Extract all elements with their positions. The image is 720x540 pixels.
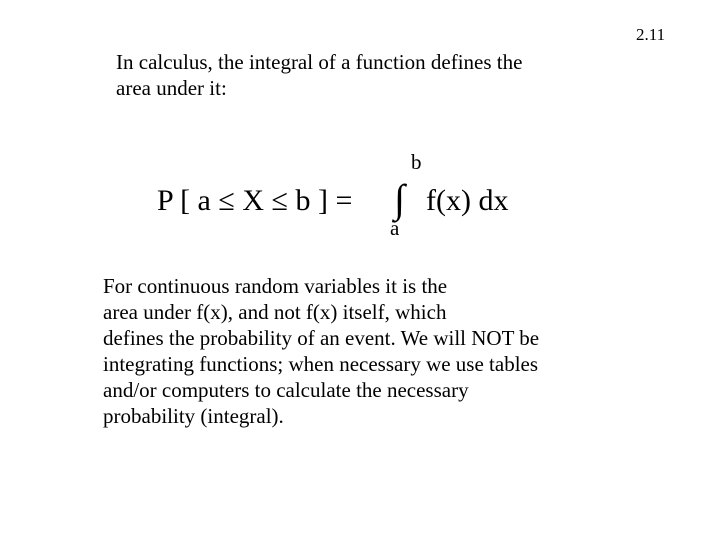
formula-lhs: P [ a ≤ X ≤ b ] = — [157, 184, 353, 217]
body-paragraph — [103, 273, 643, 429]
body-line: and/or computers to calculate the necessary — [103, 378, 469, 402]
body-line: probability (integral). — [103, 404, 284, 428]
intro-line: In calculus, the integral of a function defines the — [116, 50, 523, 74]
body-line: For continuous random variables it is the — [103, 274, 448, 298]
page-number: 2.11 — [636, 25, 666, 44]
integral-lower-limit: a — [390, 216, 400, 240]
intro-line: area under it: — [116, 76, 227, 100]
body-line: integrating functions; when necessary we use tables — [103, 352, 539, 376]
integral-upper-limit: b — [411, 150, 422, 174]
integral-formula — [0, 0, 720, 260]
body-line: area under f(x), and not f(x) itself, which — [103, 300, 447, 324]
body-line: defines the probability of an event. We will NOT be — [103, 326, 540, 350]
integrand: f(x) dx — [426, 184, 509, 217]
integral-sign-icon: ∫ — [394, 176, 405, 221]
